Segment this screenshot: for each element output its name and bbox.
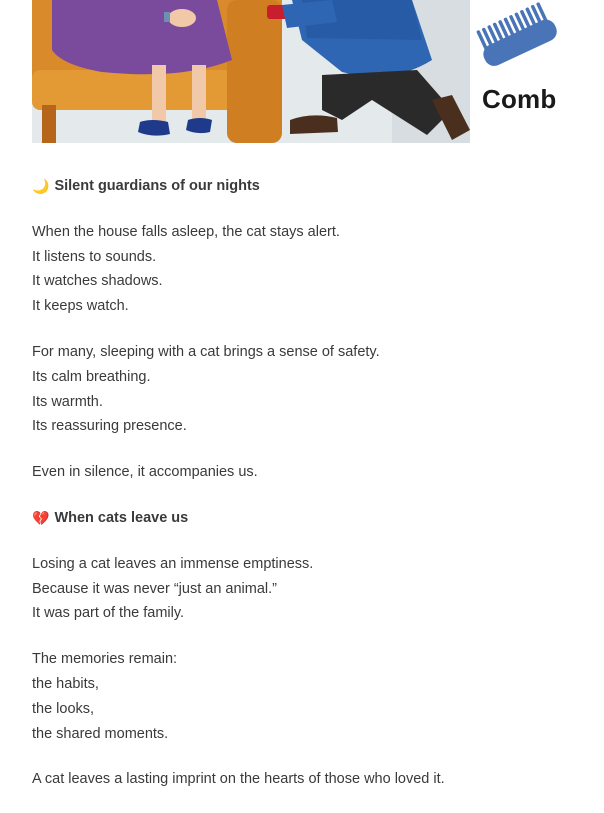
section-heading-text: When cats leave us <box>54 509 189 526</box>
text-line: Its calm breathing. <box>32 368 151 385</box>
comb-label: Comb <box>482 84 557 114</box>
text-line: Losing a cat leaves an immense emptiness. <box>32 555 314 572</box>
text-line: Even in silence, it accompanies us. <box>32 464 258 481</box>
paragraph <box>32 460 572 485</box>
text-line: It watches shadows. <box>32 273 163 290</box>
crescent-moon-icon: 🌙 <box>32 178 50 195</box>
proposal-illustration <box>32 0 470 143</box>
section-heading <box>32 174 572 199</box>
text-line: The memories remain: <box>32 651 178 668</box>
paragraph <box>32 340 572 439</box>
section-heading-text: Silent guardians of our nights <box>54 178 260 194</box>
text-line: Its warmth. <box>32 393 103 410</box>
text-line: A cat leaves a lasting imprint on the hearts of those who loved it. <box>32 771 445 788</box>
paragraph <box>32 767 572 792</box>
text-line: the habits, <box>32 675 99 692</box>
text-line: the shared moments. <box>32 725 169 742</box>
text-line: Its reassuring presence. <box>32 418 187 435</box>
text-line: For many, sleeping with a cat brings a sense of safety. <box>32 343 380 360</box>
illustration-image <box>32 0 470 143</box>
paragraph <box>32 552 572 626</box>
text-line: It listens to sounds. <box>32 248 157 265</box>
paragraph <box>32 647 572 746</box>
text-line: It keeps watch. <box>32 298 129 315</box>
text-line: It was part of the family. <box>32 605 185 622</box>
broken-heart-icon: 💔 <box>32 510 50 527</box>
text-line: Because it was never “just an animal.” <box>32 580 277 597</box>
text-line: When the house falls asleep, the cat stays alert. <box>32 223 340 240</box>
article-body <box>32 174 572 813</box>
comb-image <box>470 0 570 143</box>
comb-icon <box>470 0 570 143</box>
section-heading <box>32 506 572 531</box>
paragraph <box>32 220 572 319</box>
text-line: the looks, <box>32 700 95 717</box>
